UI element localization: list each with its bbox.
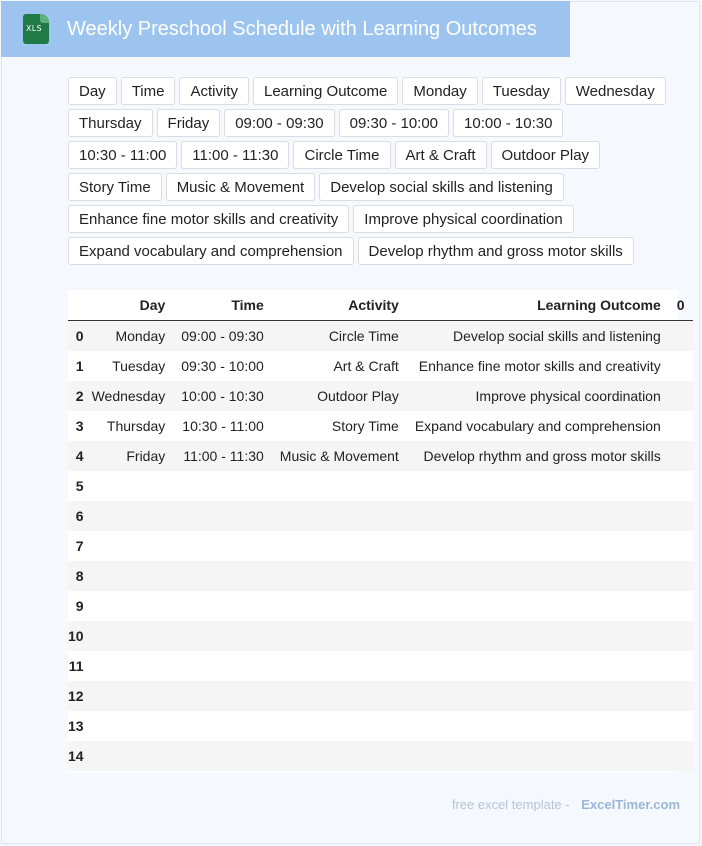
table-cell: 09:00 - 09:30 <box>173 321 272 352</box>
table-cell <box>407 501 669 531</box>
table-row <box>68 321 693 352</box>
row-index: 4 <box>68 441 84 471</box>
table-cell: Enhance fine motor skills and creativity <box>407 351 669 381</box>
table-cell <box>272 651 407 681</box>
tag-chip: Time <box>121 77 176 105</box>
table-cell <box>669 321 693 352</box>
table-row <box>68 681 693 711</box>
table-row <box>68 651 693 681</box>
row-index: 2 <box>68 381 84 411</box>
table-cell <box>669 531 693 561</box>
row-index: 6 <box>68 501 84 531</box>
tag-chip: Circle Time <box>293 141 390 169</box>
tag-chip: 11:00 - 11:30 <box>181 141 289 169</box>
page-title: Weekly Preschool Schedule with Learning Outcomes <box>67 17 537 40</box>
table-cell <box>669 441 693 471</box>
table-cell <box>669 381 693 411</box>
table-cell <box>669 411 693 441</box>
table-row <box>68 471 693 501</box>
tag-chip: 09:00 - 09:30 <box>224 109 334 137</box>
footer <box>452 797 680 812</box>
row-index: 9 <box>68 591 84 621</box>
table-cell <box>407 531 669 561</box>
table-cell <box>669 681 693 711</box>
table-cell <box>272 561 407 591</box>
footer-prefix: free excel template - <box>451 797 570 812</box>
table-cell <box>84 531 174 561</box>
tag-chip: 09:30 - 10:00 <box>339 109 449 137</box>
table-cell: Wednesday <box>84 381 174 411</box>
row-index: 3 <box>68 411 84 441</box>
table-row <box>68 741 693 771</box>
table-cell <box>669 471 693 501</box>
table-cell: Outdoor Play <box>272 381 407 411</box>
tag-list <box>68 77 668 267</box>
row-index: 1 <box>68 351 84 381</box>
tag-chip: Expand vocabulary and comprehension <box>68 237 354 265</box>
table-cell <box>173 711 272 741</box>
table-cell <box>84 621 174 651</box>
tag-chip: Outdoor Play <box>491 141 601 169</box>
table-cell <box>669 591 693 621</box>
table-cell: Expand vocabulary and comprehension <box>407 411 669 441</box>
table-cell <box>173 741 272 771</box>
table-cell: Friday <box>84 441 174 471</box>
schedule-table <box>68 290 693 771</box>
schedule-table-container <box>68 290 685 772</box>
row-index: 11 <box>68 651 84 681</box>
table-row <box>68 711 693 741</box>
tag-chip: Wednesday <box>565 77 666 105</box>
tag-chip: Learning Outcome <box>253 77 398 105</box>
table-cell <box>669 351 693 381</box>
row-index: 14 <box>68 741 84 771</box>
tag-chip: Thursday <box>68 109 153 137</box>
table-cell <box>407 651 669 681</box>
table-cell <box>173 591 272 621</box>
table-cell: Develop rhythm and gross motor skills <box>407 441 669 471</box>
table-cell <box>407 621 669 651</box>
row-index: 5 <box>68 471 84 501</box>
table-cell <box>272 531 407 561</box>
tag-chip: Art & Craft <box>395 141 487 169</box>
table-cell <box>173 561 272 591</box>
table-cell <box>84 471 174 501</box>
table-cell <box>173 681 272 711</box>
table-row <box>68 531 693 561</box>
table-cell <box>84 741 174 771</box>
table-cell <box>669 651 693 681</box>
table-cell <box>84 501 174 531</box>
tag-chip: Monday <box>402 77 477 105</box>
table-cell: 10:00 - 10:30 <box>173 381 272 411</box>
table-cell <box>173 531 272 561</box>
tag-chip: Develop social skills and listening <box>319 173 564 201</box>
table-cell: 10:30 - 11:00 <box>173 411 272 441</box>
table-cell <box>272 741 407 771</box>
table-cell <box>173 651 272 681</box>
table-cell <box>272 591 407 621</box>
table-cell <box>407 561 669 591</box>
tag-chip: Activity <box>179 77 249 105</box>
table-cell: Thursday <box>84 411 174 441</box>
table-cell <box>407 471 669 501</box>
table-cell <box>173 501 272 531</box>
table-cell: Music & Movement <box>272 441 407 471</box>
tag-chip: Improve physical coordination <box>353 205 573 233</box>
table-row <box>68 411 693 441</box>
table-cell <box>407 741 669 771</box>
table-cell: Tuesday <box>84 351 174 381</box>
table-cell: Circle Time <box>272 321 407 352</box>
tag-chip: Music & Movement <box>166 173 316 201</box>
table-cell <box>669 711 693 741</box>
table-cell <box>84 681 174 711</box>
table-row <box>68 501 693 531</box>
table-cell <box>669 561 693 591</box>
row-index: 12 <box>68 681 84 711</box>
table-cell <box>173 621 272 651</box>
table-cell <box>173 471 272 501</box>
tag-chip: Enhance fine motor skills and creativity <box>68 205 349 233</box>
table-cell: Art & Craft <box>272 351 407 381</box>
row-index: 8 <box>68 561 84 591</box>
xls-file-icon <box>23 14 49 44</box>
footer-brand-link[interactable]: ExcelTimer.com <box>581 797 680 812</box>
table-row <box>68 621 693 651</box>
title-bar <box>1 1 570 57</box>
row-index: 10 <box>68 621 84 651</box>
table-cell: Improve physical coordination <box>407 381 669 411</box>
table-cell <box>272 621 407 651</box>
row-index: 7 <box>68 531 84 561</box>
table-cell <box>669 741 693 771</box>
tag-chip: Story Time <box>68 173 162 201</box>
tag-chip: 10:00 - 10:30 <box>453 109 563 137</box>
table-cell <box>272 471 407 501</box>
table-cell <box>407 711 669 741</box>
table-cell: Develop social skills and listening <box>407 321 669 352</box>
table-cell <box>407 681 669 711</box>
table-cell <box>272 501 407 531</box>
column-header: 0 <box>669 290 693 321</box>
table-cell: 09:30 - 10:00 <box>173 351 272 381</box>
table-cell <box>669 501 693 531</box>
column-header: Activity <box>272 290 407 321</box>
xls-icon-label: XLS <box>26 24 42 33</box>
column-header: Time <box>173 290 272 321</box>
table-row <box>68 441 693 471</box>
row-index: 0 <box>68 321 84 352</box>
tag-chip: Tuesday <box>482 77 561 105</box>
table-cell <box>84 591 174 621</box>
table-cell <box>84 561 174 591</box>
table-row <box>68 381 693 411</box>
column-header: Day <box>84 290 174 321</box>
table-row <box>68 561 693 591</box>
table-row <box>68 591 693 621</box>
row-index: 13 <box>68 711 84 741</box>
table-cell <box>84 651 174 681</box>
table-cell <box>272 711 407 741</box>
table-cell <box>272 681 407 711</box>
tag-chip: Day <box>68 77 117 105</box>
table-cell <box>407 591 669 621</box>
table-row <box>68 351 693 381</box>
table-cell: Monday <box>84 321 174 352</box>
tag-chip: 10:30 - 11:00 <box>68 141 177 169</box>
tag-chip: Friday <box>157 109 221 137</box>
table-cell: 11:00 - 11:30 <box>173 441 272 471</box>
table-cell <box>669 621 693 651</box>
table-header-row <box>68 290 693 321</box>
index-header <box>68 290 84 321</box>
table-cell: Story Time <box>272 411 407 441</box>
table-cell <box>84 711 174 741</box>
tag-chip: Develop rhythm and gross motor skills <box>358 237 634 265</box>
column-header: Learning Outcome <box>407 290 669 321</box>
